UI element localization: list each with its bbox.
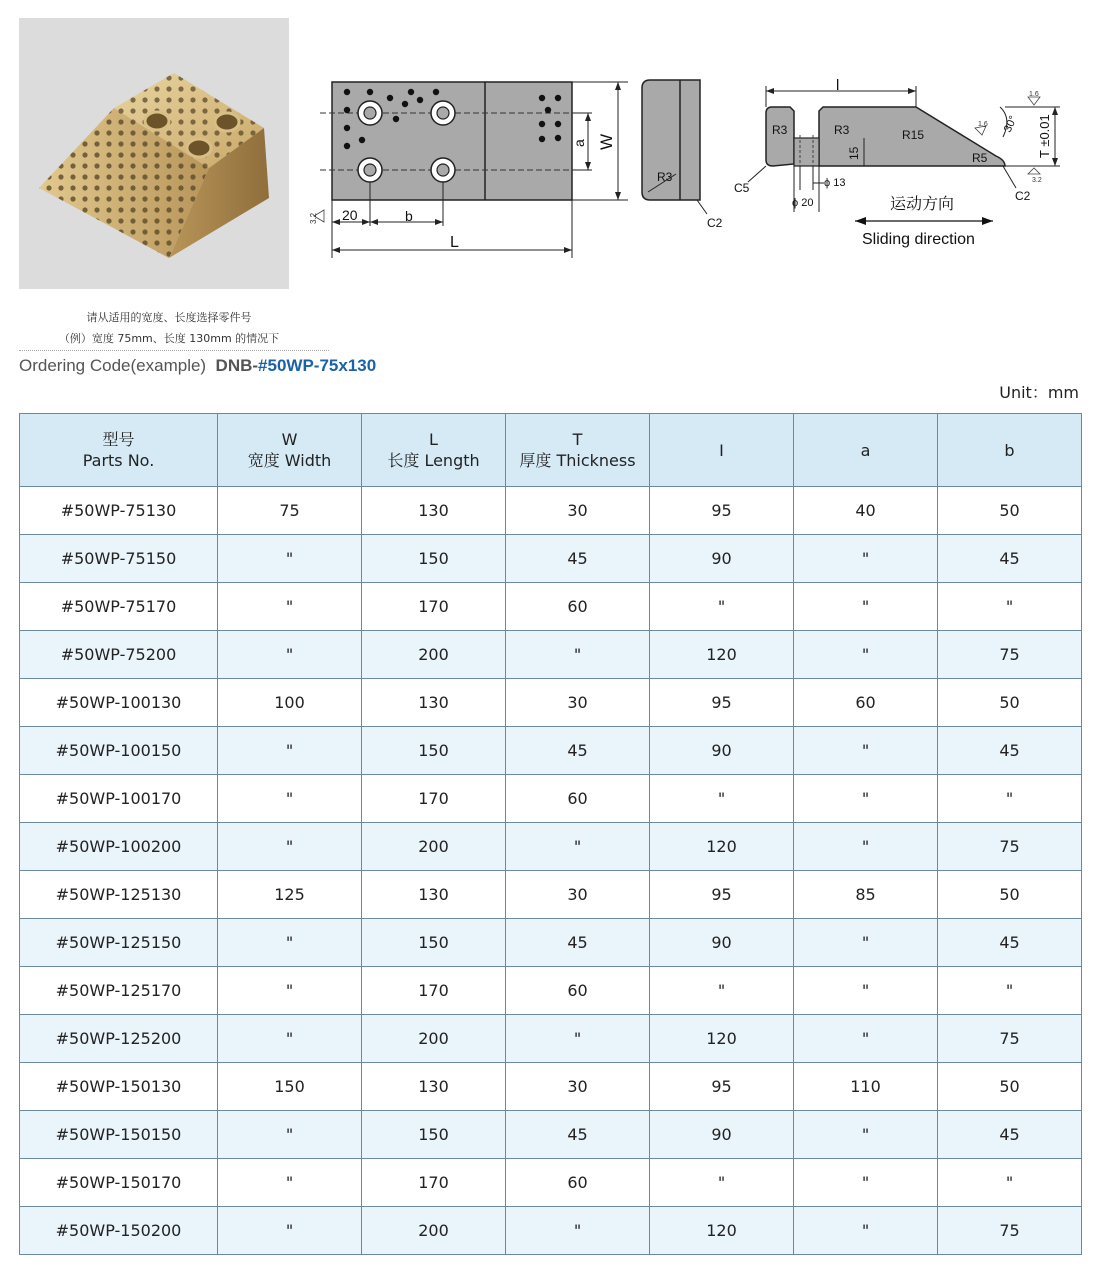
table-cell: 30 <box>506 871 650 919</box>
table-cell-part-no: #50WP-100170 <box>20 775 218 823</box>
prof-rough-2: 1.6 <box>1029 91 1039 98</box>
table-cell: 60 <box>506 1159 650 1207</box>
spec-table <box>19 413 1082 1255</box>
caption-line-1: 请从适用的宽度、长度选择零件号 <box>86 311 252 324</box>
table-cell-part-no: #50WP-150130 <box>20 1063 218 1111</box>
table-cell: " <box>218 727 362 775</box>
prof-T: T ±0.01 <box>1037 114 1052 158</box>
table-cell: " <box>218 1159 362 1207</box>
table-cell: " <box>938 1159 1082 1207</box>
header-b: b <box>938 414 1082 487</box>
ordering-code-label: Ordering Code(example) <box>19 356 207 375</box>
table-cell: 75 <box>938 1015 1082 1063</box>
table-cell: 90 <box>650 919 794 967</box>
table-body <box>20 487 1082 1255</box>
table-cell: " <box>218 1111 362 1159</box>
table-row <box>20 535 1082 583</box>
table-cell: " <box>794 1159 938 1207</box>
table-cell: 45 <box>938 919 1082 967</box>
table-cell: " <box>506 1015 650 1063</box>
table-cell: 85 <box>794 871 938 919</box>
table-cell: " <box>650 1159 794 1207</box>
table-cell: 45 <box>938 535 1082 583</box>
table-cell: 60 <box>506 583 650 631</box>
header-thickness: T 厚度 Thickness <box>506 414 650 487</box>
table-row <box>20 1207 1082 1255</box>
table-cell: 95 <box>650 1063 794 1111</box>
table-cell: 45 <box>938 1111 1082 1159</box>
table-cell-part-no: #50WP-100150 <box>20 727 218 775</box>
table-cell: 130 <box>362 487 506 535</box>
table-cell: " <box>218 535 362 583</box>
table-cell: 45 <box>506 727 650 775</box>
prof-r3-b: R3 <box>834 123 850 137</box>
prof-phi13: ϕ 13 <box>824 177 846 189</box>
table-row <box>20 967 1082 1015</box>
table-row <box>20 919 1082 967</box>
table-cell: " <box>218 775 362 823</box>
table-cell: " <box>794 967 938 1015</box>
dim-W: W <box>597 133 616 150</box>
table-cell: 130 <box>362 679 506 727</box>
table-cell: " <box>794 1207 938 1255</box>
table-cell: 30 <box>506 679 650 727</box>
table-cell: 45 <box>506 535 650 583</box>
table-cell: 75 <box>938 631 1082 679</box>
prof-dim-15: 15 <box>847 146 861 160</box>
table-row <box>20 487 1082 535</box>
technical-drawing <box>310 70 1070 270</box>
table-cell: " <box>794 919 938 967</box>
header-a: a <box>794 414 938 487</box>
table-row <box>20 583 1082 631</box>
prof-phi20: ϕ 20 <box>792 197 814 209</box>
table-cell: 50 <box>938 1063 1082 1111</box>
side-view <box>642 80 723 230</box>
table-cell: 50 <box>938 871 1082 919</box>
table-cell: 95 <box>650 871 794 919</box>
table-cell-part-no: #50WP-75150 <box>20 535 218 583</box>
table-cell: 200 <box>362 823 506 871</box>
table-cell-part-no: #50WP-75200 <box>20 631 218 679</box>
table-cell: " <box>938 967 1082 1015</box>
table-cell: 130 <box>362 871 506 919</box>
dim-l: l <box>836 77 840 94</box>
table-cell: 110 <box>794 1063 938 1111</box>
table-row <box>20 679 1082 727</box>
table-cell: 50 <box>938 487 1082 535</box>
table-cell: 45 <box>506 919 650 967</box>
table-cell: 50 <box>938 679 1082 727</box>
table-cell: " <box>650 967 794 1015</box>
table-cell: 90 <box>650 535 794 583</box>
table-cell: 130 <box>362 1063 506 1111</box>
table-cell: 95 <box>650 487 794 535</box>
sliding-direction-en: Sliding direction <box>862 231 975 248</box>
table-cell: 170 <box>362 583 506 631</box>
table-cell: " <box>218 823 362 871</box>
table-cell: 150 <box>362 727 506 775</box>
table-cell-part-no: #50WP-125170 <box>20 967 218 1015</box>
table-cell: " <box>650 583 794 631</box>
table-cell: 170 <box>362 1159 506 1207</box>
prof-c5: C5 <box>734 181 750 195</box>
table-cell: " <box>218 1015 362 1063</box>
table-cell: " <box>938 583 1082 631</box>
table-row <box>20 727 1082 775</box>
prof-r5: R5 <box>972 151 988 165</box>
table-cell: " <box>506 631 650 679</box>
table-cell: 95 <box>650 679 794 727</box>
dim-20: 20 <box>342 207 358 223</box>
table-cell: 150 <box>362 535 506 583</box>
table-cell: 200 <box>362 1207 506 1255</box>
dim-L: L <box>450 234 459 251</box>
table-cell: 170 <box>362 967 506 1015</box>
table-cell: 150 <box>218 1063 362 1111</box>
table-cell: " <box>794 1111 938 1159</box>
table-cell-part-no: #50WP-150200 <box>20 1207 218 1255</box>
prof-c2: C2 <box>1015 189 1031 203</box>
table-row <box>20 1063 1082 1111</box>
dim-a: a <box>571 139 587 147</box>
table-row <box>20 1159 1082 1207</box>
prof-angle: 30° <box>1001 114 1020 135</box>
table-cell: 60 <box>506 775 650 823</box>
table-cell: " <box>794 823 938 871</box>
table-cell-part-no: #50WP-100130 <box>20 679 218 727</box>
table-cell-part-no: #50WP-150150 <box>20 1111 218 1159</box>
table-cell: 150 <box>362 1111 506 1159</box>
table-cell: " <box>794 583 938 631</box>
table-cell: 45 <box>938 727 1082 775</box>
table-cell: " <box>218 919 362 967</box>
divider <box>19 350 329 351</box>
table-cell: 120 <box>650 1015 794 1063</box>
table-cell: 60 <box>506 967 650 1015</box>
ordering-code-prefix: DNB- <box>215 356 259 375</box>
header-i: I <box>650 414 794 487</box>
product-photo <box>19 18 289 289</box>
table-row <box>20 631 1082 679</box>
table-cell: " <box>218 583 362 631</box>
prof-r3-a: R3 <box>772 123 788 137</box>
table-cell: " <box>938 775 1082 823</box>
table-cell: 30 <box>506 1063 650 1111</box>
table-cell-part-no: #50WP-100200 <box>20 823 218 871</box>
table-cell-part-no: #50WP-150170 <box>20 1159 218 1207</box>
table-row <box>20 871 1082 919</box>
table-cell: 45 <box>506 1111 650 1159</box>
table-cell: " <box>794 1015 938 1063</box>
table-cell-part-no: #50WP-75130 <box>20 487 218 535</box>
caption-line-2: （例）宽度 75mm、长度 130mm 的情况下 <box>58 332 280 345</box>
sliding-direction-cn: 运动方向 <box>890 196 955 213</box>
bronze-wear-plate-image <box>19 18 289 289</box>
table-cell: 75 <box>938 823 1082 871</box>
table-cell-part-no: #50WP-125150 <box>20 919 218 967</box>
header-width: W 宽度 Width <box>218 414 362 487</box>
table-cell: 75 <box>218 487 362 535</box>
table-cell: 125 <box>218 871 362 919</box>
table-cell-part-no: #50WP-75170 <box>20 583 218 631</box>
table-cell: 60 <box>794 679 938 727</box>
table-cell: 120 <box>650 1207 794 1255</box>
side-r3: R3 <box>657 170 673 184</box>
table-cell-part-no: #50WP-125200 <box>20 1015 218 1063</box>
table-header-row <box>20 414 1082 487</box>
table-cell-part-no: #50WP-125130 <box>20 871 218 919</box>
prof-rough-1: 1.6 <box>978 121 988 128</box>
table-cell: 40 <box>794 487 938 535</box>
profile-view <box>734 77 1060 248</box>
ordering-code <box>19 356 376 376</box>
table-row <box>20 823 1082 871</box>
table-cell: " <box>218 967 362 1015</box>
table-cell: " <box>794 775 938 823</box>
table-cell: 150 <box>362 919 506 967</box>
dim-b: b <box>405 208 413 224</box>
table-cell: " <box>218 1207 362 1255</box>
table-cell: 200 <box>362 1015 506 1063</box>
header-parts-no: 型号 Parts No. <box>20 414 218 487</box>
table-cell: " <box>794 631 938 679</box>
header-length: L 长度 Length <box>362 414 506 487</box>
table-cell: 120 <box>650 823 794 871</box>
table-cell: " <box>506 823 650 871</box>
table-cell: 100 <box>218 679 362 727</box>
ordering-code-value: #50WP-75x130 <box>258 356 377 375</box>
table-cell: 90 <box>650 727 794 775</box>
table-cell: 170 <box>362 775 506 823</box>
unit-label: Unit：mm <box>999 383 1079 402</box>
table-row <box>20 775 1082 823</box>
table-cell: 120 <box>650 631 794 679</box>
table-cell: " <box>794 535 938 583</box>
table-cell: " <box>218 631 362 679</box>
table-cell: 30 <box>506 487 650 535</box>
table-cell: " <box>506 1207 650 1255</box>
table-cell: " <box>794 727 938 775</box>
table-cell: 200 <box>362 631 506 679</box>
prof-rough-3: 3.2 <box>1032 177 1042 184</box>
side-c2: C2 <box>707 216 723 230</box>
table-cell: " <box>650 775 794 823</box>
table-cell: 90 <box>650 1111 794 1159</box>
roughness-top: 3.2 <box>309 212 318 224</box>
prof-r15: R15 <box>902 128 925 142</box>
table-row <box>20 1111 1082 1159</box>
top-view <box>309 82 628 258</box>
table-cell: 75 <box>938 1207 1082 1255</box>
table-row <box>20 1015 1082 1063</box>
